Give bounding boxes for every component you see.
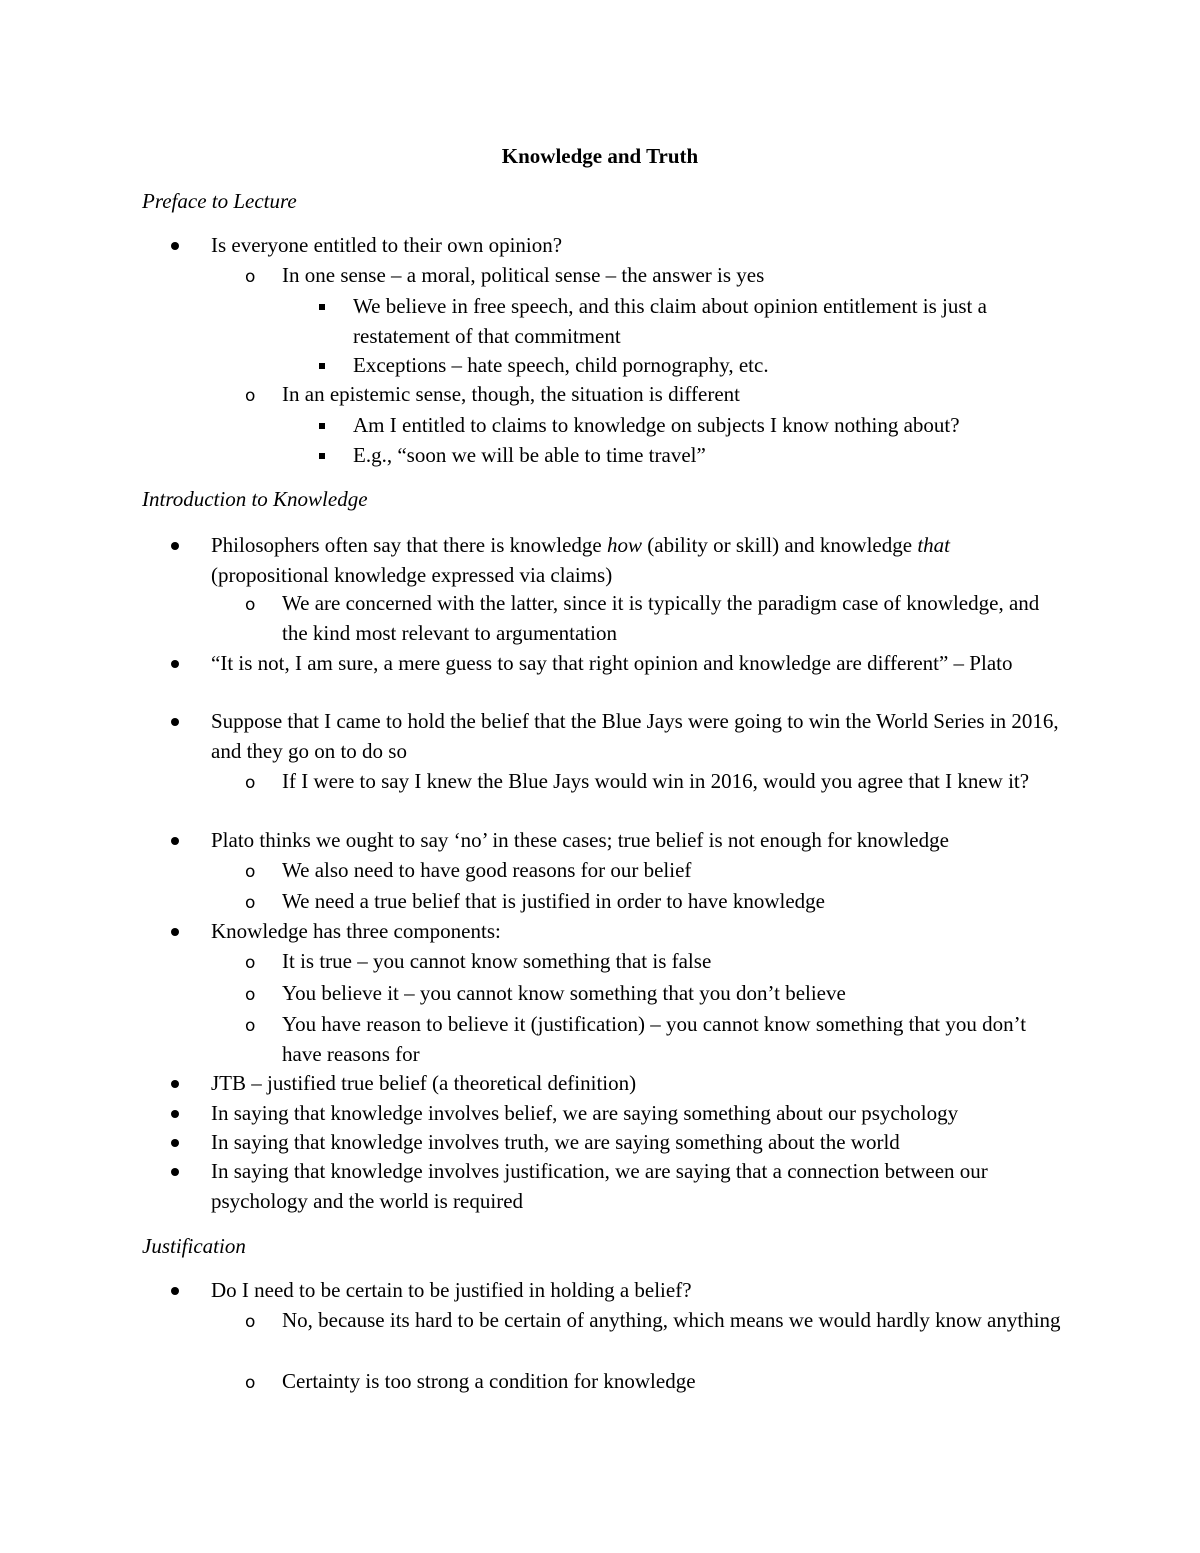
bullet-icon [171,530,179,560]
list-item: Is everyone entitled to their own opinion? [211,230,1061,260]
bullet-icon [171,230,179,260]
list-item: Suppose that I came to hold the belief that the Blue Jays were going to win the World Series in 2016, and they go on to do so [211,706,1061,766]
circle-bullet-icon: o [245,595,256,615]
circle-bullet-icon: o [245,773,256,793]
bullet-icon [171,648,179,678]
circle-bullet-icon: o [245,386,256,406]
circle-bullet-icon: o [245,985,256,1005]
list-item: In saying that knowledge involves truth, we are saying something about the world [211,1127,1061,1157]
square-bullet-icon [319,440,325,470]
circle-bullet-icon: o [245,1373,256,1393]
list-item: o It is true – you cannot know something that is false [282,946,1061,976]
list-item: o In an epistemic sense, though, the situation is different [282,379,1061,409]
list-item: Do I need to be certain to be justified in holding a belief? [211,1275,1061,1305]
bullet-icon [171,916,179,946]
bullet-icon [171,1127,179,1157]
square-bullet-icon [319,350,325,380]
section-heading-preface: Preface to Lecture [142,189,297,213]
section-heading-introduction: Introduction to Knowledge [142,487,368,511]
list-item: o You have reason to believe it (justification) – you cannot know something that you don’t have reasons for [282,1009,1061,1069]
circle-bullet-icon: o [245,1312,256,1332]
list-item: o We also need to have good reasons for our belief [282,855,1061,885]
circle-bullet-icon: o [245,953,256,973]
bullet-icon [171,706,179,736]
list-item: o In one sense – a moral, political sense – the answer is yes [282,260,1061,290]
bullet-icon [171,1156,179,1186]
list-item: o No, because its hard to be certain of anything, which means we would hardly know anything [282,1305,1061,1335]
list-item: We believe in free speech, and this claim about opinion entitlement is just a restatement of that commitment [353,291,1061,351]
bullet-icon [171,1275,179,1305]
list-item: Am I entitled to claims to knowledge on subjects I know nothing about? [353,410,1061,440]
square-bullet-icon [319,291,325,321]
list-item: Plato thinks we ought to say ‘no’ in these cases; true belief is not enough for knowledge [211,825,1061,855]
bullet-icon [171,1098,179,1128]
list-item: JTB – justified true belief (a theoretical definition) [211,1068,1061,1098]
square-bullet-icon [319,410,325,440]
list-item: Philosophers often say that there is knowledge how (ability or skill) and knowledge that (propositional knowledge expressed via claims) [211,530,1061,590]
circle-bullet-icon: o [245,862,256,882]
circle-bullet-icon: o [245,267,256,287]
circle-bullet-icon: o [245,1016,256,1036]
list-item: o We are concerned with the latter, since it is typically the paradigm case of knowledge, and the kind most relevant to argumentation [282,588,1061,648]
circle-bullet-icon: o [245,893,256,913]
document-title: Knowledge and Truth [501,144,699,168]
bullet-icon [171,825,179,855]
list-item: o If I were to say I knew the Blue Jays would win in 2016, would you agree that I knew it? [282,766,1061,796]
list-item: o We need a true belief that is justified in order to have knowledge [282,886,1061,916]
list-item: Exceptions – hate speech, child pornography, etc. [353,350,1061,380]
list-item: o Certainty is too strong a condition for knowledge [282,1366,1061,1396]
list-item: o You believe it – you cannot know something that you don’t believe [282,978,1061,1008]
list-item: E.g., “soon we will be able to time travel” [353,440,1061,470]
list-item: In saying that knowledge involves belief, we are saying something about our psychology [211,1098,1061,1128]
list-item: In saying that knowledge involves justification, we are saying that a connection between our psychology and the world is required [211,1156,1061,1216]
bullet-icon [171,1068,179,1098]
list-item: Knowledge has three components: [211,916,1061,946]
list-item: “It is not, I am sure, a mere guess to say that right opinion and knowledge are different” – Plato [211,648,1061,678]
section-heading-justification: Justification [142,1234,246,1258]
